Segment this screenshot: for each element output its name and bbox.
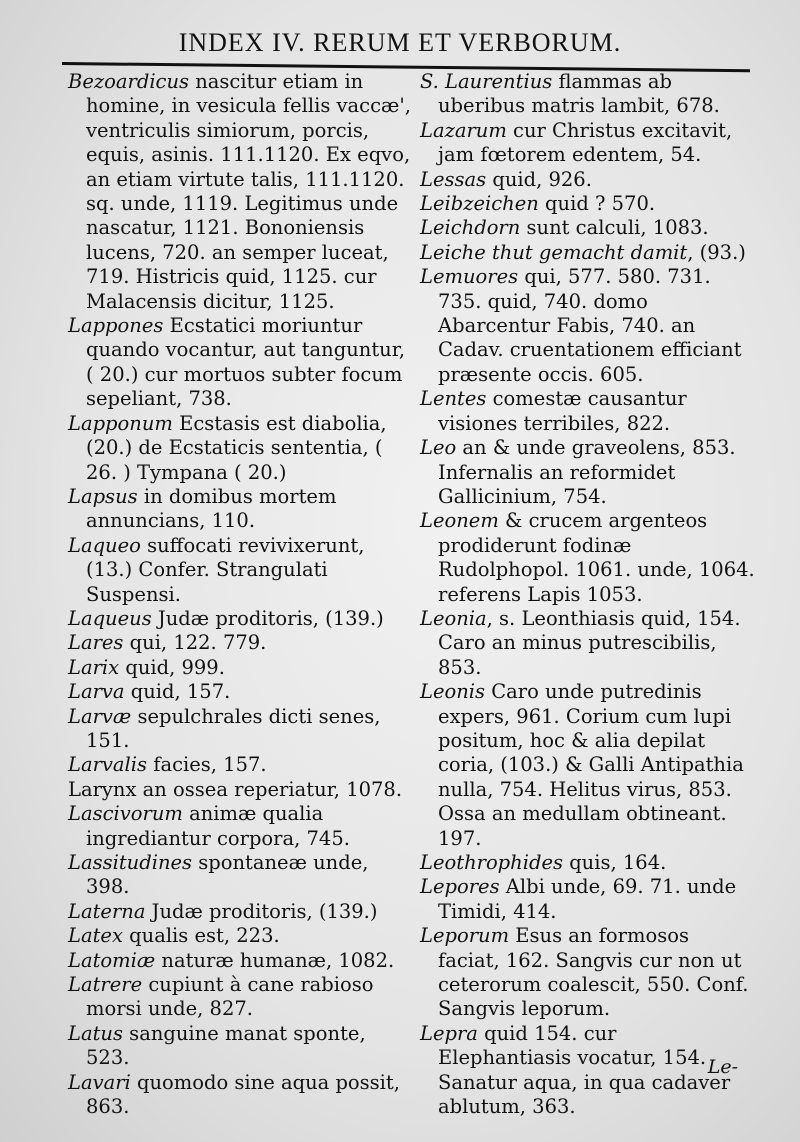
entry-headword: Lares [68,631,124,655]
entry-headword: Lascivorum [68,802,183,826]
entry-headword: Larvæ [68,704,132,728]
index-entry [420,1022,755,1120]
entry-text: Ecstasis est diabolia, (20.) de Ecstaticis sententia, ( 26. ) Tympana ( 20.) [86,411,387,484]
entry-headword: Leonia [420,606,487,630]
index-entry [420,509,755,607]
entry-text: comestæ causantur visiones terribiles, 822. [438,387,687,435]
entry-text: spontaneæ unde, 398. [86,851,369,899]
entry-headword: Lappones [68,314,164,338]
entry-headword: Latex [68,924,123,948]
index-entry [420,192,755,216]
index-entry [68,485,413,534]
entry-headword: Lavari [68,1070,131,1094]
entry-headword: Lepra [420,1021,478,1045]
index-entry [420,119,755,168]
entry-headword: Latomiæ [68,948,156,972]
entry-text: Albi unde, 69. 71. unde Timidi, 414. [438,875,737,923]
index-entry [68,680,413,704]
entry-headword: Lapsus [68,484,138,508]
index-entry [68,949,413,973]
entry-text: in domibus mortem annuncians, 110. [86,484,337,533]
entry-headword: Laqueus [68,606,152,630]
entry-text: quomodo sine aqua possit, 863. [86,1070,400,1119]
index-entry [68,705,413,754]
entry-headword: Leo [420,436,457,460]
entry-headword: Lassitudines [68,851,193,874]
entry-text: Judæ proditoris, (139.) [145,899,378,923]
index-entry [68,778,413,802]
index-entry [68,656,413,680]
index-entry [68,534,413,607]
index-entry [68,973,413,1022]
index-entry [68,802,413,851]
entry-headword: Leonis [420,680,486,704]
index-entry [68,900,413,924]
index-entry [68,631,413,655]
catchword: Le- [707,1056,738,1078]
entry-text: sunt calculi, 1083. [520,216,709,240]
entry-headword: Latrere [68,973,143,997]
entry-text: qualis est, 223. [122,924,280,948]
entry-headword: Larvalis [68,753,148,777]
entry-headword: Larva [68,680,125,704]
entry-headword: Leiche thut gemacht damit [420,240,688,264]
index-entry [68,70,413,314]
left-column [68,70,413,1119]
index-entry [420,70,755,119]
index-entry [68,314,413,412]
entry-headword: Lazarum [420,118,507,142]
page-header: INDEX IV. RERUM ET VERBORUM. [178,28,622,57]
entry-text: sanguine manat sponte, 523. [86,1021,366,1070]
entry-text: qui, 577. 580. 731. 735. quid, 740. domo Abarcentur Fabis, 740. an Cadav. cruentationem efficiant præsente occis. 605. [438,265,742,386]
index-entry [420,387,755,436]
index-entry [68,1022,413,1071]
index-entry [420,851,755,875]
entry-text: quid, 926. [486,167,592,191]
index-entry [68,1071,413,1120]
entry-text: naturæ humanæ, 1082. [155,948,395,972]
entry-text: flammas ab uberibus matris lambit, 678. [438,70,720,118]
entry-headword: Lepores [420,875,500,899]
entry-text: quid ? 570. [538,192,656,216]
entry-headword: Leibzeichen [420,192,539,216]
entry-text: quid, 999. [119,655,225,679]
index-entry [420,924,755,1022]
index-entry [420,168,755,192]
entry-headword: Leothrophides [420,851,563,874]
index-entry [420,241,755,265]
index-entry [68,607,413,631]
entry-headword: Larix [68,655,120,679]
entry-text: , s. Leonthiasis quid, 154. Caro an minus putrescibilis, 853. [438,606,741,679]
entry-text: Caro unde putredinis expers, 961. Corium cum lupi positum, hoc & alia depilat coria, (103.) & Galli Antipathia nulla, 754. Helitus virus, 853. Ossa an medullam obtineant. 197. [438,680,744,850]
entry-text: Judæ proditoris, (139.) [151,606,384,630]
index-entry [68,753,413,777]
index-entry [420,680,755,851]
entry-headword: Leporum [420,924,510,948]
entry-headword: S. Laurentius [420,70,553,93]
entry-text: cur Christus excitavit, jam fœtorem edentem, 54. [438,118,733,167]
entry-text: , (93.) [687,240,746,264]
index-entry [420,265,755,387]
entry-text: qui, 122. 779. [123,631,267,655]
entry-headword: Lemuores [420,265,519,289]
entry-text: nascitur etiam in homine, in vesicula fellis vaccæ', ventriculis simiorum, porcis, equis, asinis. 111.1120. Ex eqvo, an etiam virtute talis, 111.1120. sq. unde, 1119. Legitimus unde nascatur, 1121. Bononiensis lucens, 720. an semper luceat, 719. Histricis quid, 1125. cur Malacensis dicitur, 1125. [86,70,411,313]
entry-text: quid 154. cur Elephantiasis vocatur, 154. Sanatur aqua, in qua cadaver ablutum, 363. [438,1021,731,1119]
entry-headword: Lapponum [68,411,173,435]
index-entry [68,412,413,485]
index-entry [420,607,755,680]
entry-text: quid, 157. [124,680,231,704]
entry-headword: Leichdorn [420,216,521,240]
index-entry [420,436,755,509]
entry-text: Ecstatici moriuntur quando vocantur, aut tanguntur, ( 20.) cur mortuos subter focum sepeliant, 738. [86,314,406,411]
entry-headword: Laqueo [68,533,141,557]
entry-text: quis, 164. [563,851,667,874]
entry-headword: Latus [68,1021,123,1045]
entry-text: & crucem argenteos prodiderunt fodinæ Rudolphopol. 1061. unde, 1064. referens Lapis 1053. [438,509,755,606]
entry-text: an & unde graveolens, 853. Infernalis an reformidet Gallicinium, 754. [438,436,736,508]
right-column [420,70,755,1119]
entry-text: facies, 157. [147,753,267,777]
entry-text: suffocati revivixerunt, (13.) Confer. Strangulati Suspensi. [86,533,365,606]
index-entry [68,851,413,900]
entry-text: animæ qualia ingrediantur corpora, 745. [86,802,350,850]
entry-text: Larynx an ossea reperiatur, 1078. [68,777,403,801]
entry-text: Esus an formosos faciat, 162. Sangvis cur non ut ceterorum coalescit, 550. Conf. Sangvis leporum. [438,924,749,1021]
entry-text: cupiunt à cane rabioso morsi unde, 827. [86,973,374,1021]
entry-headword: Laterna [68,899,146,923]
entry-headword: Bezoardicus [68,70,190,93]
entry-headword: Lentes [420,387,487,411]
index-entry [420,216,755,240]
index-entry [68,924,413,948]
entry-headword: Leonem [420,509,499,533]
index-entry [420,875,755,924]
entry-headword: Lessas [420,167,487,191]
entry-text: sepulchrales dicti senes, 151. [86,704,381,752]
